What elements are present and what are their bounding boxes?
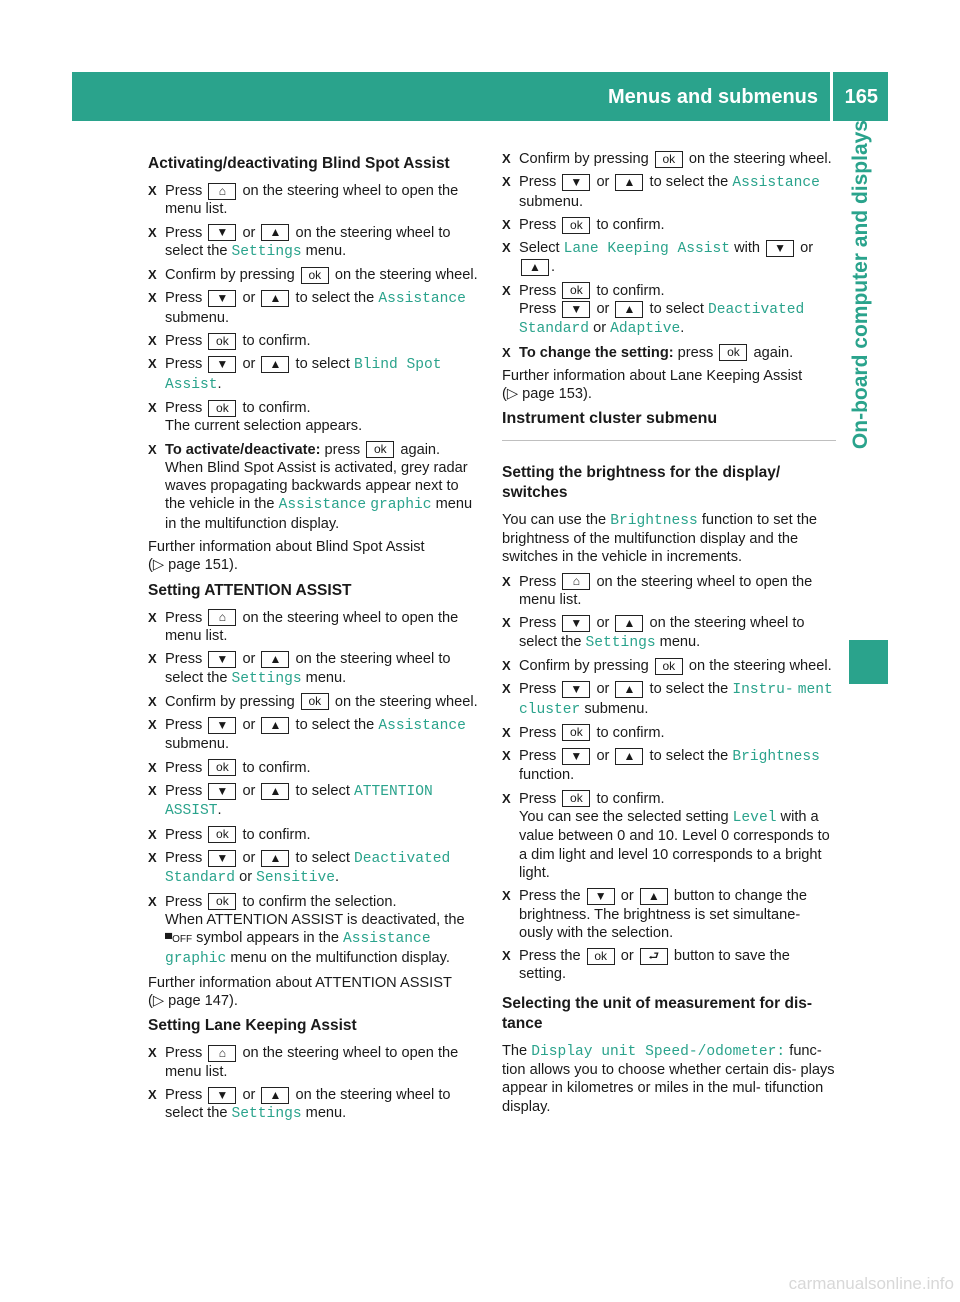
- step: X Press the ▼ or ▲ button to change the brightness. The brightness is set simultane‐ ously with the selection.: [502, 887, 836, 942]
- ok-key-icon: ok: [208, 759, 236, 776]
- step: X Press ▼ or ▲ on the steering wheel to select the Settings menu.: [148, 1086, 482, 1124]
- further-info: Further information about ATTENTION ASSIST (▷ page 147).: [148, 974, 452, 1009]
- right-column: [502, 150, 836, 1122]
- down-key-icon: ▼: [587, 888, 615, 905]
- heading-unit-distance: Selecting the unit of measurement for dis‐ tance: [502, 994, 813, 1032]
- heading-instrument-cluster: Instrument cluster submenu: [502, 410, 836, 441]
- ok-key-icon: ok: [562, 282, 590, 299]
- down-key-icon: ▼: [208, 783, 236, 800]
- ok-key-icon: ok: [655, 658, 683, 675]
- section-title: Menus and submenus: [607, 86, 818, 108]
- step: X Press ▼ or ▲ to select Deactivated Standard or Sensitive.: [148, 849, 482, 888]
- down-key-icon: ▼: [562, 681, 590, 698]
- ok-key-icon: ok: [719, 344, 747, 361]
- ok-key-icon: ok: [208, 893, 236, 910]
- step: X Press ▼ or ▲ to select the Assistance submenu.: [148, 289, 482, 327]
- paragraph: The Display unit Speed-/odometer: func‐ tion allows you to choose whether certain dis‐ plays appear in kilometres or miles in the mul‐ tifunction display.: [502, 1042, 835, 1115]
- back-key-icon: ⮐: [640, 948, 668, 965]
- heading-lane-keeping: Setting Lane Keeping Assist: [148, 1017, 357, 1035]
- up-key-icon: ▲: [615, 174, 643, 191]
- up-key-icon: ▲: [615, 301, 643, 318]
- ok-key-icon: ok: [208, 400, 236, 417]
- left-column: [148, 150, 482, 1128]
- up-key-icon: ▲: [615, 681, 643, 698]
- home-key-icon: ⌂: [562, 573, 590, 590]
- up-key-icon: ▲: [261, 850, 289, 867]
- step: X Press ⌂ on the steering wheel to open the menu list.: [148, 182, 482, 219]
- step: X Confirm by pressing ok on the steering wheel.: [502, 150, 836, 168]
- ok-key-icon: ok: [208, 826, 236, 843]
- down-key-icon: ▼: [208, 651, 236, 668]
- down-key-icon: ▼: [562, 748, 590, 765]
- step: X Press ▼ or ▲ to select ATTENTION ASSIST.: [148, 782, 482, 821]
- step: X Press ok to confirm.: [148, 332, 482, 350]
- step: X Confirm by pressing ok on the steering wheel.: [148, 693, 482, 711]
- up-key-icon: ▲: [521, 259, 549, 276]
- up-key-icon: ▲: [261, 290, 289, 307]
- step: X Press ⌂ on the steering wheel to open the menu list.: [148, 609, 482, 646]
- up-key-icon: ▲: [261, 717, 289, 734]
- ok-key-icon: ok: [655, 151, 683, 168]
- heading-brightness: Setting the brightness for the display/ switches: [502, 463, 781, 501]
- step: X Confirm by pressing ok on the steering wheel.: [148, 266, 482, 284]
- step: X Press ok to confirm.: [148, 826, 482, 844]
- ok-key-icon: ok: [366, 441, 394, 458]
- up-key-icon: ▲: [615, 748, 643, 765]
- step: X Press ▼ or ▲ to select Blind Spot Assist.: [148, 355, 482, 394]
- further-info: Further information about Blind Spot Assist (▷ page 151).: [148, 539, 425, 574]
- down-key-icon: ▼: [562, 301, 590, 318]
- side-tab-marker: [849, 640, 888, 684]
- step: X Press ok to confirm. You can see the selected setting Level with a value between 0 and 10. Level 0 corresponds to a dim light and level 10 corresponds to a bright light.: [502, 790, 836, 882]
- step: X To change the setting: press ok again.: [502, 344, 836, 362]
- step: X Select Lane Keeping Assist with ▼ or ▲ .: [502, 239, 836, 277]
- up-key-icon: ▲: [261, 356, 289, 373]
- up-key-icon: ▲: [261, 224, 289, 241]
- step: X Press the ok or ⮐ button to save the setting.: [502, 947, 836, 984]
- up-key-icon: ▲: [261, 651, 289, 668]
- attention-off-icon: ▀OFF: [165, 934, 193, 946]
- up-key-icon: ▲: [615, 615, 643, 632]
- ok-key-icon: ok: [587, 948, 615, 965]
- down-key-icon: ▼: [562, 174, 590, 191]
- down-key-icon: ▼: [208, 717, 236, 734]
- down-key-icon: ▼: [208, 224, 236, 241]
- step: X To activate/deactivate: press ok again. When Blind Spot Assist is activated, grey radar waves propagating backwards appear next to the vehicle in the Assistance graphic menu in the multifunction display.: [148, 441, 482, 533]
- down-key-icon: ▼: [208, 290, 236, 307]
- side-tab-label: On-board computer and displays: [849, 120, 872, 450]
- down-key-icon: ▼: [562, 615, 590, 632]
- footer-watermark: carmanualsonline.info: [788, 1274, 954, 1293]
- home-key-icon: ⌂: [208, 1045, 236, 1062]
- down-key-icon: ▼: [208, 850, 236, 867]
- ok-key-icon: ok: [301, 693, 329, 710]
- up-key-icon: ▲: [261, 1087, 289, 1104]
- step: X Press ⌂ on the steering wheel to open the menu list.: [148, 1044, 482, 1081]
- header-divider: [830, 72, 833, 121]
- step: X Press ok to confirm. Press ▼ or ▲ to select Deactivated Standard or Adaptive.: [502, 282, 836, 339]
- ok-key-icon: ok: [562, 790, 590, 807]
- step: X Press ⌂ on the steering wheel to open the menu list.: [502, 573, 836, 610]
- page-header: [72, 72, 888, 121]
- up-key-icon: ▲: [640, 888, 668, 905]
- step: X Confirm by pressing ok on the steering wheel.: [502, 657, 836, 675]
- further-info: Further information about Lane Keeping Assist (▷ page 153).: [502, 367, 803, 403]
- step: X Press ok to confirm.: [502, 216, 836, 234]
- step: X Press ▼ or ▲ to select the Assistance submenu.: [502, 173, 836, 211]
- home-key-icon: ⌂: [208, 183, 236, 200]
- step: X Press ▼ or ▲ on the steering wheel to select the Settings menu.: [148, 224, 482, 262]
- home-key-icon: ⌂: [208, 609, 236, 626]
- down-key-icon: ▼: [208, 1087, 236, 1104]
- up-key-icon: ▲: [261, 783, 289, 800]
- paragraph: You can use the Brightness function to set the brightness of the multifunction display and the switches in the vehicle in increments.: [502, 511, 818, 566]
- ok-key-icon: ok: [562, 724, 590, 741]
- ok-key-icon: ok: [208, 333, 236, 350]
- step: X Press ok to confirm.: [148, 759, 482, 777]
- step: X Press ▼ or ▲ to select the Assistance submenu.: [148, 716, 482, 754]
- step: X Press ok to confirm the selection. When ATTENTION ASSIST is deactivated, the ▀OFF symbol appears in the Assistance graphic menu on the multifunction display.: [148, 893, 482, 969]
- step: X Press ▼ or ▲ to select the Instru‐ ment cluster submenu.: [502, 680, 836, 719]
- step: X Press ▼ or ▲ on the steering wheel to select the Settings menu.: [148, 650, 482, 688]
- heading-attention-assist: Setting ATTENTION ASSIST: [148, 581, 352, 599]
- step: X Press ▼ or ▲ on the steering wheel to select the Settings menu.: [502, 614, 836, 652]
- heading-blind-spot: Activating/deactivating Blind Spot Assist: [148, 155, 450, 172]
- page-number: 165: [844, 86, 878, 108]
- ok-key-icon: ok: [562, 217, 590, 234]
- step: X Press ▼ or ▲ to select the Brightness function.: [502, 747, 836, 785]
- down-key-icon: ▼: [766, 240, 794, 257]
- step: X Press ok to confirm.: [502, 724, 836, 742]
- side-tab: [838, 120, 888, 620]
- ok-key-icon: ok: [301, 267, 329, 284]
- step: X Press ok to confirm. The current selection appears.: [148, 399, 482, 436]
- down-key-icon: ▼: [208, 356, 236, 373]
